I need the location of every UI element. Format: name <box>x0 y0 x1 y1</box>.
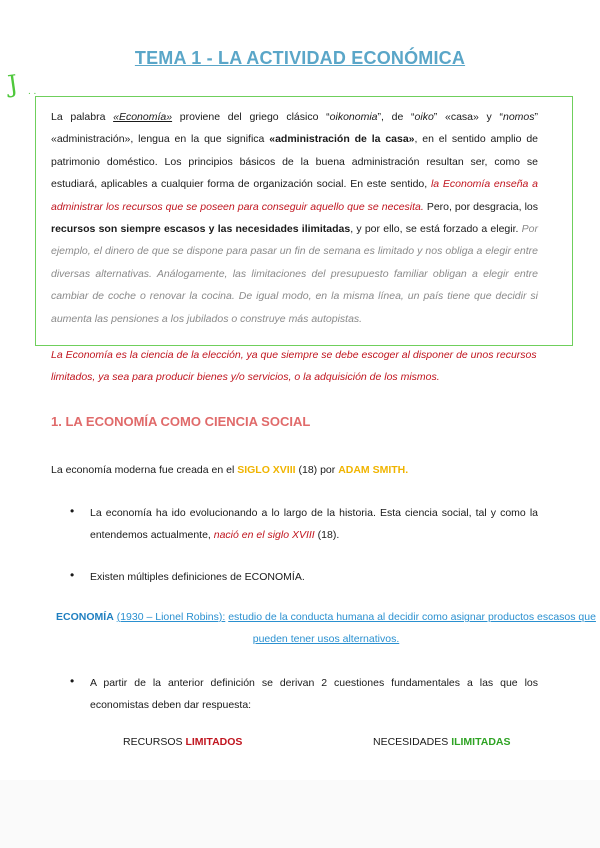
term-admin-casa: «administración de la casa» <box>269 133 415 146</box>
robins-definition <box>51 606 600 650</box>
intro-text: Pero, por desgracia, los <box>423 200 538 213</box>
handwritten-mark: J <box>6 69 20 99</box>
necesidades-label: NECESIDADES <box>373 736 452 748</box>
robins-label: ECONOMÍA <box>56 611 114 623</box>
term-nomos: nomos <box>502 111 535 123</box>
bullet-text: La economía ha ido evolucionando a lo largo de la historia. Esta ciencia social, tal y como la entendemos actualmente, <box>90 507 538 541</box>
limitados-label: LIMITADOS <box>185 736 243 748</box>
necesidades-ilimitadas <box>373 736 511 748</box>
intro-text: ” «administración», lengua en la que significa <box>51 111 538 146</box>
bullet-red-text: nació en el siglo XVIII <box>213 529 315 541</box>
bullet-item-1 <box>90 502 538 546</box>
intro-text: ”, de “ <box>377 111 415 123</box>
robins-definition-text: estudio de la conducta humana al decidir como asignar productos escasos que pueden tener usos alternativos. <box>228 611 596 645</box>
bullet-item-2: Existen múltiples definiciones de ECONOMÍA. <box>90 571 305 583</box>
intro-text: ” «casa» y “ <box>433 111 503 123</box>
robins-reference: (1930 – Lionel Robins): <box>116 611 226 623</box>
origin-text: La economía moderna fue creada en el <box>51 464 238 476</box>
adam-smith: ADAM SMITH. <box>338 464 409 476</box>
intro-text: proviene del griego clásico “ <box>172 111 330 123</box>
term-oiko: oiko <box>414 111 434 123</box>
origin-paragraph <box>51 464 408 476</box>
page-title: TEMA 1 - LA ACTIVIDAD ECONÓMICA <box>134 48 466 68</box>
bullet-icon: • <box>70 568 75 582</box>
example-text: Por ejemplo, el dinero de que se dispone para pasar un fin de semana es limitado y nos obliga a elegir entre diversas alternativas. Análogamente, las limitaciones del presupuesto familiar obligan a elegir entre cambiar de coche o renovar la cocina. De igual modo, en la misma línea, un país tiene que decidir si aumenta las pensiones a los jubilados o construye más autopistas. <box>51 223 538 325</box>
recursos-limitados <box>123 736 242 748</box>
definition-text: La Economía es la ciencia de la elección, ya que siempre se debe escoger al disponer de unos recursos limitados, ya sea para producir bienes y/o servicios, o la adquisición de los mismos. <box>51 349 537 383</box>
handwritten-dots: . . <box>28 86 37 97</box>
bullet-text: (18). <box>314 529 340 541</box>
intro-paragraph <box>51 106 538 330</box>
section-heading: 1. LA ECONOMÍA COMO CIENCIA SOCIAL <box>51 414 311 429</box>
bullet-icon: • <box>70 504 75 518</box>
origin-text: (18) por <box>295 464 339 476</box>
bold-phrase: recursos son siempre escasos y las necesidades ilimitadas <box>51 223 351 236</box>
ilimitadas-label: ILIMITADAS <box>451 736 511 748</box>
highlight-red-phrase: la Economía enseña a administrar los recursos que se poseen para conseguir aquello que se necesita. <box>51 178 538 213</box>
intro-text: La palabra <box>51 111 114 123</box>
intro-text: , y por ello, se está forzado a elegir. <box>350 223 522 236</box>
bullet-item-3: A partir de la anterior definición se derivan 2 cuestiones fundamentales a las que los economistas deben dar respuesta: <box>90 677 538 711</box>
recursos-label: RECURSOS <box>123 736 186 748</box>
term-oikonomia: oikonomia <box>329 111 378 123</box>
term-economia: «Economía» <box>113 111 173 123</box>
intro-text: , en el sentido amplio de patrimonio doméstico. Los principios básicos de la buena administración resultan ser, como se estudiará, aplicables a cualquier forma de organización social. En este sentido, <box>51 133 538 191</box>
bullet-icon: • <box>70 674 75 688</box>
siglo-xviii: SIGLO XVIII <box>237 464 296 476</box>
